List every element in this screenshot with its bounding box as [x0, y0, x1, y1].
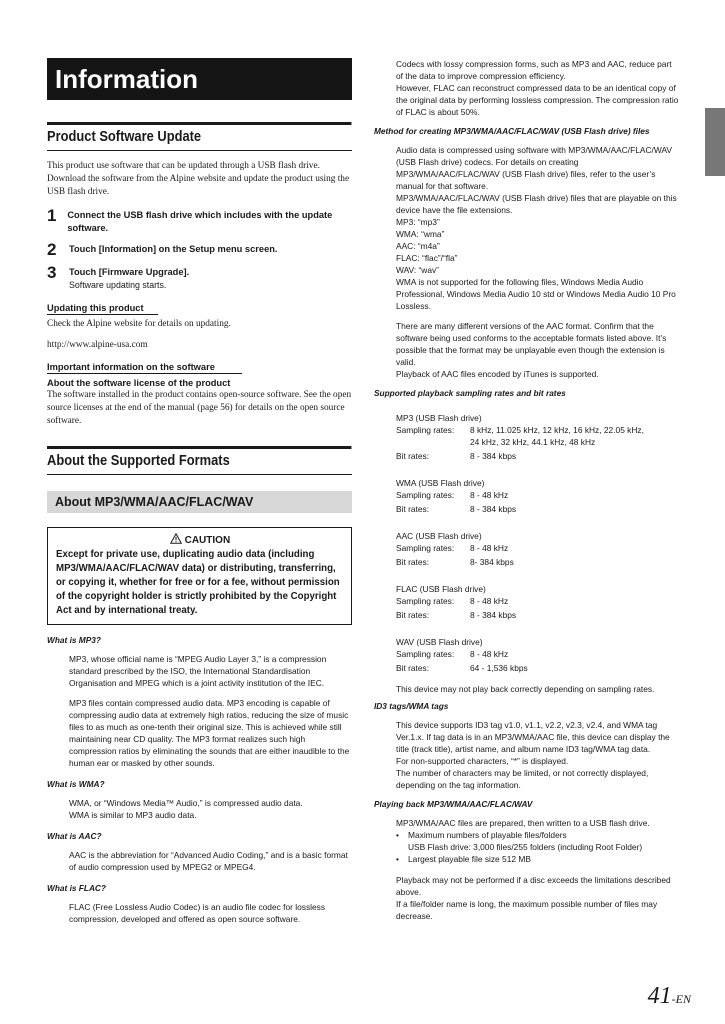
caution-header: [56, 533, 344, 546]
bit-value: 8 - 384 kbps: [470, 451, 517, 461]
license-text: The software installed in the product contains open-source software. See the open source licenses at the end of the manual (page 56) for details on the open source software.: [47, 390, 352, 426]
sampling-value: 8 kHz, 11.025 kHz, 12 kHz, 16 kHz, 22.05 kHz,: [470, 425, 644, 435]
playing-intro: MP3/WMA/AAC files are prepared, then written to a USB flash drive.: [396, 818, 650, 828]
id3-text: [396, 719, 679, 791]
bit-value: 8 - 384 kbps: [470, 610, 517, 620]
rate-block-wav: [396, 636, 679, 674]
flac-continued-text-2: However, FLAC can reconstruct compressed data to be an identical copy of the original data by performing lossless compression. The compression ratio of FLAC is about 50%.: [396, 83, 679, 117]
page-number-value: 41: [647, 983, 672, 1009]
method-line: MP3/WMA/AAC/FLAC/WAV (USB Flash drive) files that are playable on this device have the file extensions.: [396, 193, 677, 215]
caution-label: CAUTION: [184, 535, 231, 546]
bit-row: [396, 450, 679, 462]
page-title: Information: [47, 58, 352, 100]
what-is-flac-heading: What is FLAC?: [47, 883, 106, 893]
section-tab-marker: [705, 108, 725, 176]
supported-formats-heading: About the Supported Formats: [47, 446, 351, 474]
what-is-mp3-text-2: MP3 files contain compressed audio data. MP3 encoding is capable of compressing audio data at extremely high ratios, reducing the size of music files to as much as one-tenth their original size. This is achieved while still maintaining near CD quality. The MP3 format realizes such high compression ratios by eliminating the sounds that are either inaudible to the human ear or masked by other sounds.: [69, 698, 350, 768]
bullet-text: Largest playable file size 512 MB: [408, 854, 531, 864]
what-is-flac-text: FLAC (Free Lossless Audio Codec) is an audio file codec for lossless compression, developed and offered as open source software.: [69, 902, 326, 924]
updating-heading: Updating this product: [47, 303, 158, 315]
bit-row: [396, 609, 679, 621]
license-heading: About the software license of the product: [47, 378, 231, 388]
wma-unsupported-note: WMA is not supported for the following files, Windows Media Audio Professional, Windows Media Audio 10 std or Windows Media Audio 10 Pro Lossless.: [396, 277, 676, 311]
updating-text: Check the Alpine website for details on updating.: [47, 319, 231, 329]
bit-value: 8- 384 kbps: [470, 557, 514, 567]
id3-heading: ID3 tags/WMA tags: [374, 701, 449, 711]
software-update-intro: This product use software that can be updated through a USB flash drive. Download the software from the Alpine website and update the product using the USB flash drive.: [47, 161, 350, 197]
step-1: [47, 207, 352, 235]
step-text: Connect the USB flash drive which includes with the update software.: [67, 210, 333, 233]
formats-subheading: About MP3/WMA/AAC/FLAC/WAV: [47, 491, 352, 513]
bit-value: 64 - 1,536 kbps: [470, 663, 528, 673]
bullet-mark: •: [396, 854, 399, 864]
sampling-value: 8 - 48 kHz: [470, 490, 509, 500]
rate-block-title: WAV (USB Flash drive): [396, 637, 483, 647]
what-is-wma-text-2: WMA is similar to MP3 audio data.: [69, 810, 197, 820]
extension-flac: FLAC: “flac”/“fla”: [396, 253, 458, 263]
rates-heading: Supported playback sampling rates and bit rates: [374, 388, 566, 398]
bullet-item: [396, 853, 679, 865]
sampling-label: Sampling rates:: [396, 596, 455, 606]
alpine-url-link[interactable]: http://www.alpine-usa.com: [47, 340, 148, 350]
aac-note-line: There are many different versions of the AAC format. Confirm that the software being used conforms to the acceptable formats listed above. It’s possible that the format may be unplayable even though the extension is valid.: [396, 321, 667, 367]
method-text: [396, 144, 679, 312]
what-is-wma-heading: What is WMA?: [47, 779, 105, 789]
bit-label: Bit rates:: [396, 504, 430, 514]
flac-continued-text: Codecs with lossy compression forms, such as MP3 and AAC, reduce part of the data to improve compression efficiency.: [396, 59, 672, 81]
what-is-mp3-text: MP3, whose official name is “MPEG Audio Layer 3,” is a compression standard prescribed by the ISO, the International Standardisation Organisation and MPEG which is a joint activity institution of the IEC.: [69, 654, 327, 688]
extension-wma: WMA: “wma”: [396, 229, 445, 239]
rate-block-title: AAC (USB Flash drive): [396, 531, 482, 541]
step-number: 3: [47, 263, 57, 282]
step-text: Touch [Firmware Upgrade].: [69, 267, 190, 277]
rates-note: This device may not play back correctly depending on sampling rates.: [396, 684, 655, 694]
caution-box: [47, 527, 352, 625]
playing-heading: Playing back MP3/WMA/AAC/FLAC/WAV: [374, 799, 533, 809]
step-text: Touch [Information] on the Setup menu screen.: [69, 244, 278, 254]
bit-row: [396, 503, 679, 515]
id3-line: This device supports ID3 tag v1.0, v1.1, v2.2, v2.3, v2.4, and WMA tag Ver.1.x. If tag data is in an MP3/WMA/AAC file, this device can display the title (track title), artist name, and album name ID3 tag/WMA tag data.: [396, 720, 670, 754]
id3-line: For non-supported characters, “*” is displayed.: [396, 756, 569, 766]
sampling-value: 8 - 48 kHz: [470, 649, 509, 659]
sampling-value: 8 - 48 kHz: [470, 596, 509, 606]
playing-text: [396, 817, 679, 922]
sampling-label: Sampling rates:: [396, 425, 455, 435]
bit-value: 8 - 384 kbps: [470, 504, 517, 514]
playing-note: If a file/folder name is long, the maximum possible number of files may decrease.: [396, 899, 658, 921]
left-column: [47, 58, 352, 925]
page-number: [648, 983, 691, 1010]
right-column: [374, 58, 679, 922]
rate-block-title: FLAC (USB Flash drive): [396, 584, 486, 594]
id3-line: The number of characters may be limited, or not correctly displayed, depending on the tag information.: [396, 768, 649, 790]
page-language-suffix: -EN: [671, 992, 691, 1006]
extension-aac: AAC: “m4a”: [396, 241, 440, 251]
sampling-label: Sampling rates:: [396, 490, 455, 500]
sampling-row: [396, 648, 679, 660]
sampling-label: Sampling rates:: [396, 649, 455, 659]
sampling-label: Sampling rates:: [396, 543, 455, 553]
method-heading: Method for creating MP3/WMA/AAC/FLAC/WAV (USB Flash drive) files: [374, 126, 650, 136]
step-number: 1: [47, 206, 57, 225]
sampling-row: [396, 542, 679, 554]
aac-note-line: Playback of AAC files encoded by iTunes is supported.: [396, 369, 599, 379]
what-is-mp3-heading: What is MP3?: [47, 635, 101, 645]
bullet-subtext: USB Flash drive: 3,000 files/255 folders (including Root Folder): [408, 842, 643, 852]
rate-block-wma: [396, 477, 679, 515]
bit-label: Bit rates:: [396, 557, 430, 567]
bit-label: Bit rates:: [396, 610, 430, 620]
aac-note: [396, 320, 679, 380]
step-3: [47, 264, 352, 291]
extension-mp3: MP3: “mp3”: [396, 217, 440, 227]
software-update-heading: Product Software Update: [47, 122, 351, 150]
method-line: Audio data is compressed using software with MP3/WMA/AAC/FLAC/WAV (USB Flash drive) codecs. For details on creating MP3/WMA/AAC/FLAC/WAV (USB Flash drive) files, refer to the user’s manual for that software.: [396, 145, 673, 191]
rate-block-title: WMA (USB Flash drive): [396, 478, 485, 488]
rate-block-flac: [396, 583, 679, 621]
rate-block-title: MP3 (USB Flash drive): [396, 413, 482, 423]
playing-note: Playback may not be performed if a disc exceeds the limitations described above.: [396, 875, 671, 897]
step-2: [47, 241, 352, 258]
bit-row: [396, 556, 679, 568]
step-subtext: Software updating starts.: [69, 280, 167, 290]
rate-block-mp3: [396, 412, 679, 462]
sampling-row: [396, 489, 679, 501]
bit-label: Bit rates:: [396, 451, 430, 461]
bit-label: Bit rates:: [396, 663, 430, 673]
warning-triangle-icon: [170, 533, 182, 544]
sampling-value-2: 24 kHz, 32 kHz, 44.1 kHz, 48 kHz: [470, 437, 596, 447]
what-is-aac-heading: What is AAC?: [47, 831, 102, 841]
step-number: 2: [47, 240, 57, 259]
what-is-aac-text: AAC is the abbreviation for “Advanced Audio Coding,” and is a basic format of audio compression used by MPEG2 or MPEG4.: [69, 850, 348, 872]
bullet-text: Maximum numbers of playable files/folders: [408, 830, 567, 840]
bullet-item: [396, 829, 679, 853]
bullet-mark: •: [396, 830, 399, 840]
sampling-value: 8 - 48 kHz: [470, 543, 509, 553]
bit-row: [396, 662, 679, 674]
caution-text: Except for private use, duplicating audio data (including MP3/WMA/AAC/FLAC/WAV data) or distributing, transferring, or copying it, whether for free or for a fee, without permission of the copyright holder is strictly prohibited by the Copyright Act and by international treaty.: [56, 549, 340, 616]
sampling-row: [396, 595, 679, 607]
sampling-row: [396, 424, 679, 448]
rate-block-aac: [396, 530, 679, 568]
important-info-heading: Important information on the software: [47, 362, 242, 374]
extension-wav: WAV: “wav”: [396, 265, 439, 275]
what-is-wma-text: WMA, or “Windows Media™ Audio,” is compressed audio data.: [69, 798, 303, 808]
